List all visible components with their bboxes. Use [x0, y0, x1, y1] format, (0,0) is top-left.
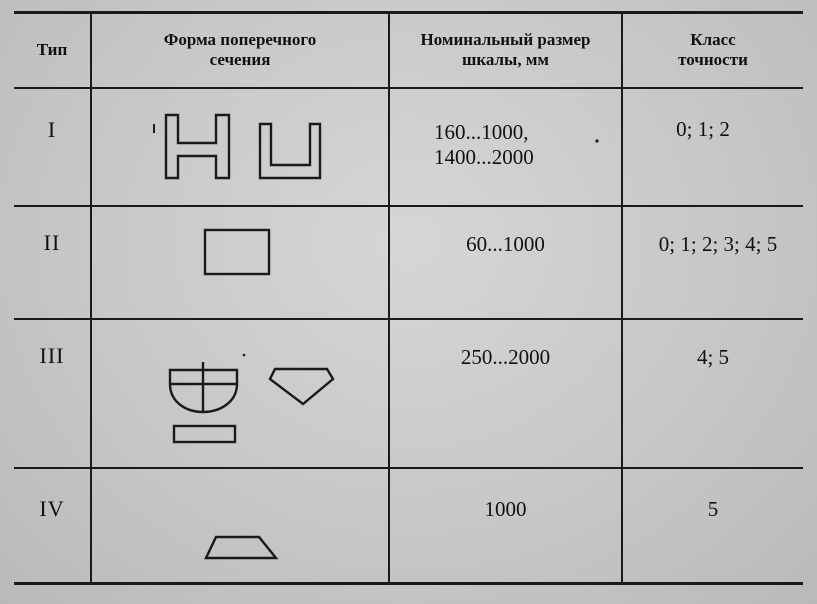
print-speck [153, 124, 155, 133]
header-cross-section-line1: Форма поперечного [163, 30, 317, 49]
row-type-II: II [43, 230, 61, 255]
diamond-profile-shape [270, 369, 333, 404]
u-profile-shape [260, 124, 320, 178]
row-size-II: 60...1000 [466, 232, 545, 256]
header-accuracy-class-line1: Класс [690, 30, 736, 49]
trapezoid-profile-shape [206, 537, 276, 558]
print-speck [243, 354, 246, 357]
row-type-IV: IV [39, 496, 65, 521]
header-type: Тип [36, 40, 68, 59]
rectangle-profile-shape [205, 230, 269, 274]
header-nominal-size-line2: шкалы, мм [461, 50, 549, 70]
row-size-I-line1: 160...1000, [434, 120, 529, 144]
header-cross-section-line2: сечения [209, 50, 271, 70]
row-size-III: 250...2000 [460, 345, 551, 369]
row-class-IV: 5 [707, 497, 719, 521]
row-size-I-line2: 1400...2000 [434, 145, 534, 170]
row-type-III: III [39, 343, 65, 368]
row-class-I: 0; 1; 2 [676, 117, 730, 141]
print-speck [595, 139, 598, 142]
row-class-II: 0; 1; 2; 3; 4; 5 [658, 232, 778, 256]
row-type-I: I [47, 117, 57, 142]
h-profile-shape [166, 115, 229, 178]
row-class-III: 4; 5 [696, 345, 730, 369]
header-nominal-size-line1: Номинальный размер [420, 30, 591, 49]
header-accuracy-class-line2: точности [678, 50, 748, 70]
flat-profile-shape [174, 426, 235, 442]
row-size-IV: 1000 [484, 497, 527, 521]
